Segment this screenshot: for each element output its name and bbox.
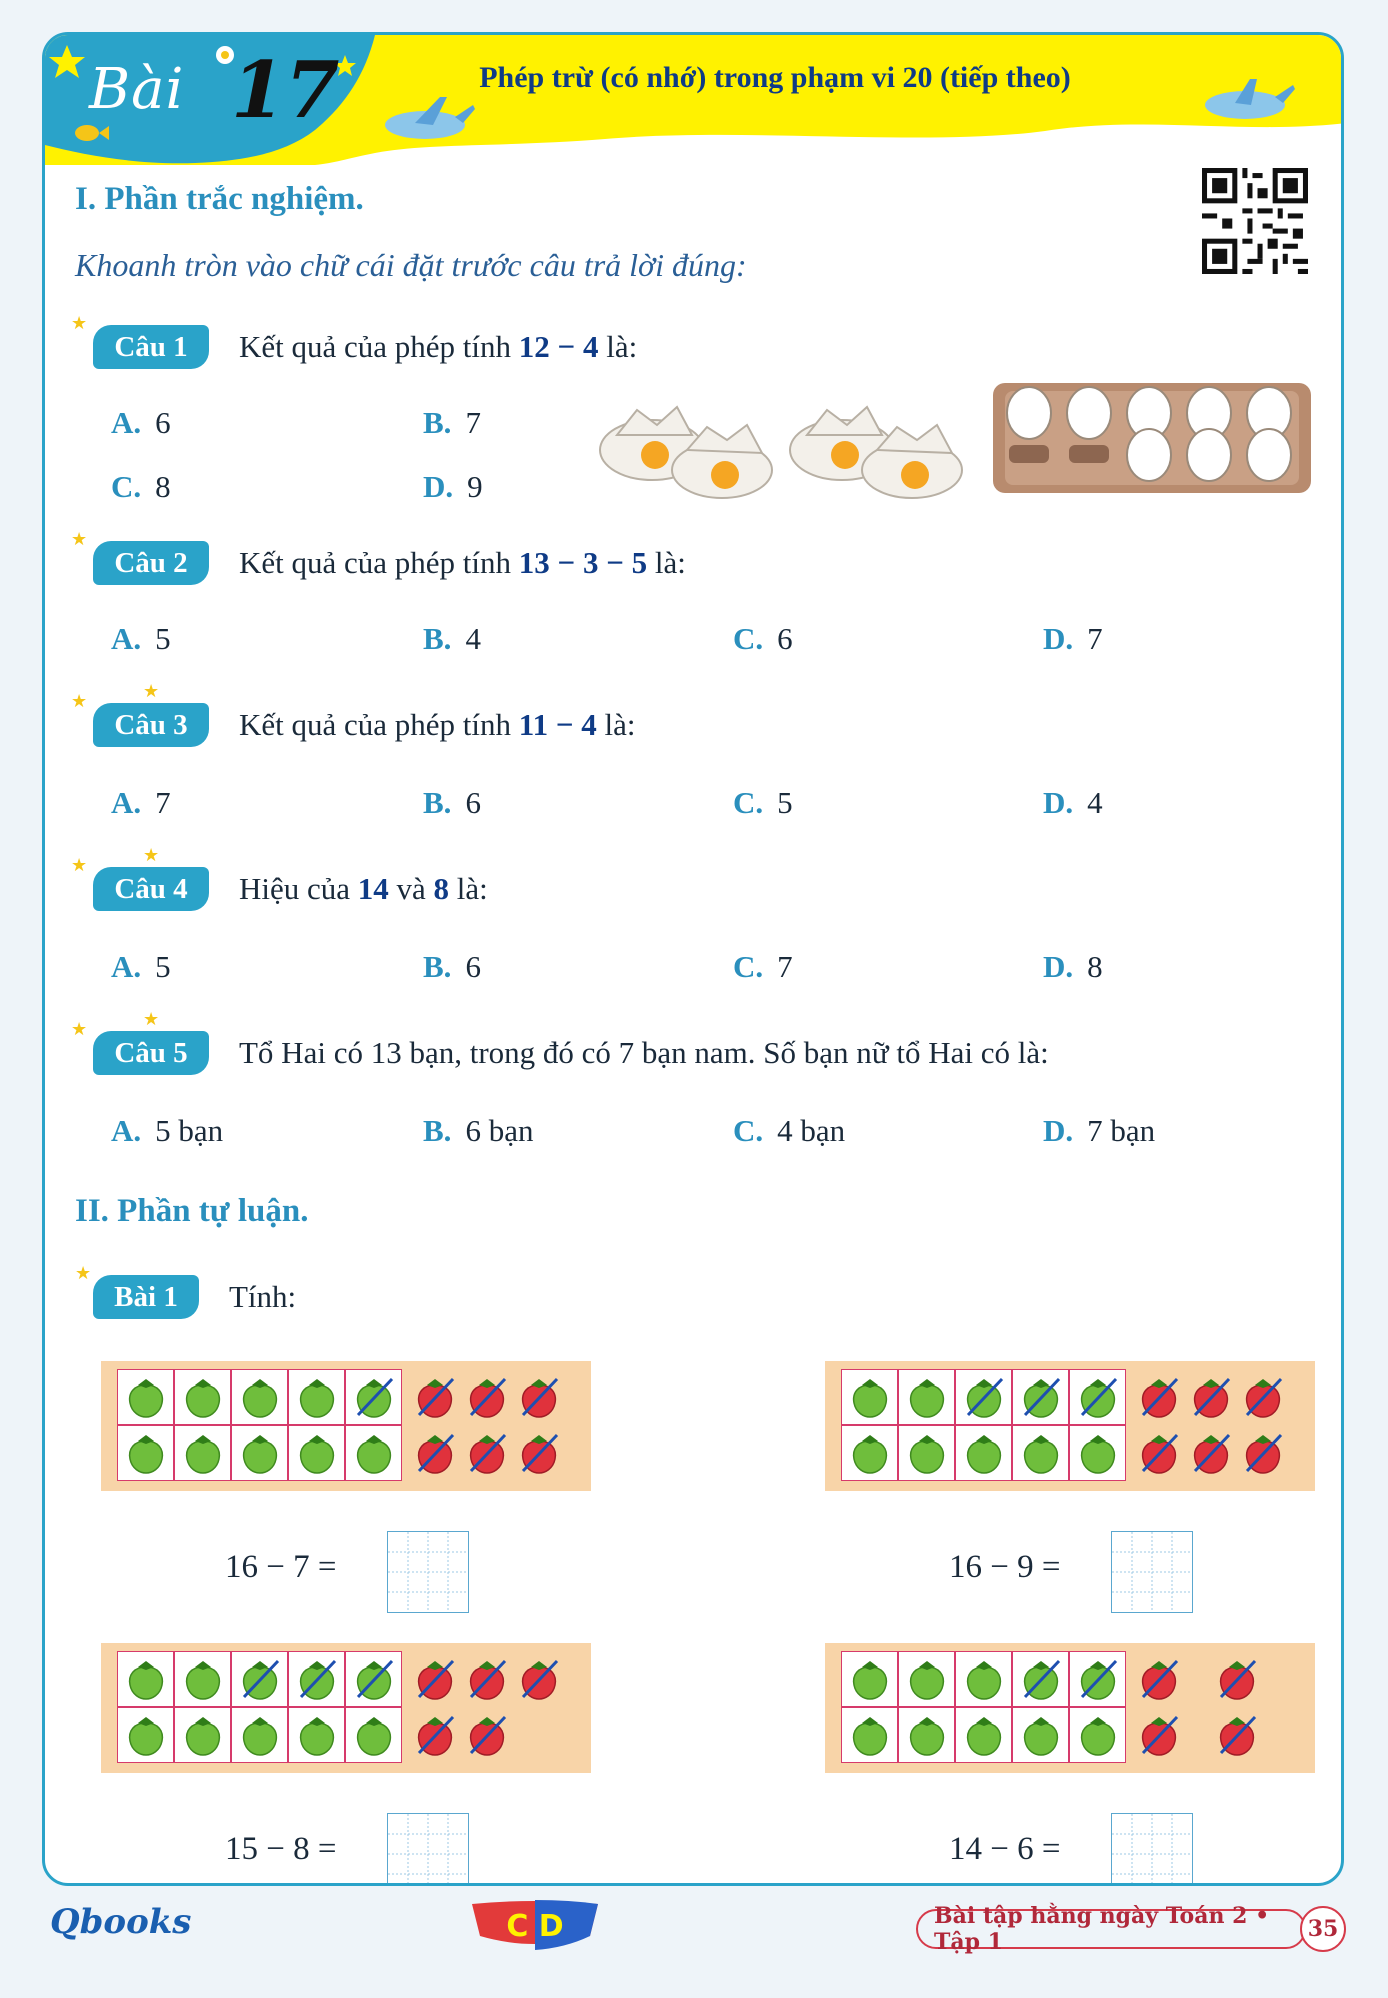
green-strawberry-icon xyxy=(181,1375,225,1419)
star-icon: ★ xyxy=(71,529,88,550)
green-strawberry-icon xyxy=(124,1657,168,1701)
q2-option-a[interactable]: A. 5 xyxy=(111,621,171,656)
red-strawberry-icon xyxy=(465,1375,509,1419)
answer-box[interactable] xyxy=(387,1813,469,1886)
red-strawberry-icon xyxy=(517,1657,561,1701)
green-strawberry-icon xyxy=(1019,1713,1063,1757)
green-strawberry-icon xyxy=(1019,1375,1063,1419)
red-strawberry-icon xyxy=(465,1713,509,1757)
red-strawberry-icon xyxy=(413,1713,457,1757)
green-strawberry-icon xyxy=(181,1657,225,1701)
q5-option-a[interactable]: A. 5 bạn xyxy=(111,1113,224,1148)
q4-option-a[interactable]: A. 5 xyxy=(111,949,171,984)
q2-option-d[interactable]: D. 7 xyxy=(1043,621,1103,656)
green-strawberry-icon xyxy=(352,1657,396,1701)
green-strawberry-icon xyxy=(905,1375,949,1419)
calc-expression: 15 − 8 = xyxy=(225,1831,337,1867)
part1-instruction: Khoanh tròn vào chữ cái đặt trước câu trả lời đúng: xyxy=(75,247,747,283)
green-strawberry-icon xyxy=(238,1431,282,1475)
cd-series-logo xyxy=(470,1896,600,1956)
cracked-eggs-illustration xyxy=(597,395,1017,515)
book-title: Bài tập hằng ngày Toán 2 • Tập 1 xyxy=(916,1909,1306,1949)
red-strawberry-icon xyxy=(1241,1431,1285,1475)
q5-option-d[interactable]: D. 7 bạn xyxy=(1043,1113,1156,1148)
star-icon: ★ xyxy=(143,1009,160,1030)
red-strawberry-icon xyxy=(1215,1657,1259,1701)
green-strawberry-icon xyxy=(1019,1657,1063,1701)
green-strawberry-icon xyxy=(238,1375,282,1419)
q1-option-b[interactable]: B. 7 xyxy=(423,405,481,440)
star-icon: ★ xyxy=(75,1263,92,1284)
red-strawberry-icon xyxy=(517,1375,561,1419)
green-strawberry-icon xyxy=(1076,1431,1120,1475)
calc-expression: 16 − 9 = xyxy=(949,1549,1061,1585)
question-4-badge: Câu 4 xyxy=(93,867,209,911)
green-strawberry-icon xyxy=(848,1657,892,1701)
green-strawberry-icon xyxy=(181,1431,225,1475)
answer-grid-lines xyxy=(388,1814,468,1886)
q5-option-c[interactable]: C. 4 bạn xyxy=(733,1113,846,1148)
green-strawberry-icon xyxy=(848,1375,892,1419)
green-strawberry-icon xyxy=(295,1375,339,1419)
answer-box[interactable] xyxy=(1111,1813,1193,1886)
q3-option-a[interactable]: A. 7 xyxy=(111,785,171,820)
green-strawberry-icon xyxy=(124,1713,168,1757)
q1-option-d[interactable]: D. 9 xyxy=(423,469,483,504)
red-strawberry-icon xyxy=(413,1657,457,1701)
green-strawberry-icon xyxy=(962,1713,1006,1757)
q4-option-b[interactable]: B. 6 xyxy=(423,949,481,984)
red-strawberry-icon xyxy=(465,1431,509,1475)
calc-block-3 xyxy=(101,1643,591,1886)
red-strawberry-icon xyxy=(413,1375,457,1419)
green-strawberry-icon xyxy=(352,1713,396,1757)
question-4-text: Hiệu của 14 và 8 là: xyxy=(239,871,488,906)
q3-option-d[interactable]: D. 4 xyxy=(1043,785,1103,820)
calc-expression: 14 − 6 = xyxy=(949,1831,1061,1867)
red-strawberry-icon xyxy=(1241,1375,1285,1419)
answer-box[interactable] xyxy=(387,1531,469,1613)
green-strawberry-icon xyxy=(352,1431,396,1475)
part2-heading: II. Phần tự luận. xyxy=(75,1193,309,1229)
page-number: 35 xyxy=(1300,1906,1346,1952)
question-1-badge: Câu 1 xyxy=(93,325,209,369)
green-strawberry-icon xyxy=(848,1431,892,1475)
green-strawberry-icon xyxy=(124,1431,168,1475)
star-icon: ★ xyxy=(71,1019,88,1040)
star-icon: ★ xyxy=(71,313,88,334)
star-icon: ★ xyxy=(71,855,88,876)
green-strawberry-icon xyxy=(295,1431,339,1475)
q3-option-c[interactable]: C. 5 xyxy=(733,785,793,820)
red-strawberry-icon xyxy=(517,1431,561,1475)
green-strawberry-icon xyxy=(905,1657,949,1701)
green-strawberry-icon xyxy=(1019,1431,1063,1475)
red-strawberry-icon xyxy=(1137,1657,1181,1701)
q1-option-a[interactable]: A. 6 xyxy=(111,405,171,440)
qr-code-icon[interactable] xyxy=(1202,168,1308,274)
question-5-text: Tổ Hai có 13 bạn, trong đó có 7 bạn nam. Số bạn nữ tổ Hai có là: xyxy=(239,1035,1049,1070)
calc-block-1 xyxy=(101,1361,591,1611)
q5-option-b[interactable]: B. 6 bạn xyxy=(423,1113,534,1148)
red-strawberry-icon xyxy=(1189,1375,1233,1419)
lesson-title: Phép trừ (có nhớ) trong phạm vi 20 (tiếp theo) xyxy=(479,61,1071,94)
lesson-header xyxy=(45,35,1344,165)
answer-box[interactable] xyxy=(1111,1531,1193,1613)
q3-option-b[interactable]: B. 6 xyxy=(423,785,481,820)
green-strawberry-icon xyxy=(295,1713,339,1757)
green-strawberry-icon xyxy=(1076,1713,1120,1757)
calc-expression: 16 − 7 = xyxy=(225,1549,337,1585)
q2-option-b[interactable]: B. 4 xyxy=(423,621,481,656)
calc-block-2 xyxy=(825,1361,1315,1611)
q2-option-c[interactable]: C. 6 xyxy=(733,621,793,656)
exercise-1-text: Tính: xyxy=(229,1279,297,1314)
red-strawberry-icon xyxy=(1137,1431,1181,1475)
green-strawberry-icon xyxy=(181,1713,225,1757)
red-strawberry-icon xyxy=(1137,1713,1181,1757)
q4-option-c[interactable]: C. 7 xyxy=(733,949,793,984)
red-strawberry-icon xyxy=(413,1431,457,1475)
question-3-badge: Câu 3 xyxy=(93,703,209,747)
star-icon: ★ xyxy=(143,681,160,702)
green-strawberry-icon xyxy=(295,1657,339,1701)
question-2-badge: Câu 2 xyxy=(93,541,209,585)
part1-heading: I. Phần trắc nghiệm. xyxy=(75,181,364,217)
red-strawberry-icon xyxy=(1215,1713,1259,1757)
exercise-1-badge: Bài 1 xyxy=(93,1275,199,1319)
question-2-text: Kết quả của phép tính 13 − 3 − 5 là: xyxy=(239,545,686,580)
green-strawberry-icon xyxy=(1076,1657,1120,1701)
green-strawberry-icon xyxy=(905,1713,949,1757)
publisher-logo: Qbooks xyxy=(50,1902,192,1942)
green-strawberry-icon xyxy=(238,1657,282,1701)
green-strawberry-icon xyxy=(962,1657,1006,1701)
worksheet-page xyxy=(42,32,1344,1886)
question-1-text: Kết quả của phép tính 12 − 4 là: xyxy=(239,329,638,364)
star-icon: ★ xyxy=(71,691,88,712)
green-strawberry-icon xyxy=(124,1375,168,1419)
green-strawberry-icon xyxy=(352,1375,396,1419)
question-5-badge: Câu 5 xyxy=(93,1031,209,1075)
star-icon: ★ xyxy=(143,845,160,866)
lesson-number: 17 xyxy=(231,45,340,136)
q4-option-d[interactable]: D. 8 xyxy=(1043,949,1103,984)
red-strawberry-icon xyxy=(1189,1431,1233,1475)
green-strawberry-icon xyxy=(962,1375,1006,1419)
answer-grid-lines xyxy=(1112,1814,1192,1886)
q1-option-c[interactable]: C. 8 xyxy=(111,469,171,504)
green-strawberry-icon xyxy=(962,1431,1006,1475)
question-3-text: Kết quả của phép tính 11 − 4 là: xyxy=(239,707,636,742)
answer-grid-lines xyxy=(1112,1532,1192,1612)
egg-carton-illustration xyxy=(993,383,1311,501)
answer-grid-lines xyxy=(388,1532,468,1612)
red-strawberry-icon xyxy=(465,1657,509,1701)
green-strawberry-icon xyxy=(1076,1375,1120,1419)
green-strawberry-icon xyxy=(238,1713,282,1757)
green-strawberry-icon xyxy=(905,1431,949,1475)
red-strawberry-icon xyxy=(1137,1375,1181,1419)
lesson-word: Bài xyxy=(89,57,185,122)
calc-block-4 xyxy=(825,1643,1315,1886)
cd-text: C D xyxy=(506,1909,564,1944)
green-strawberry-icon xyxy=(848,1713,892,1757)
